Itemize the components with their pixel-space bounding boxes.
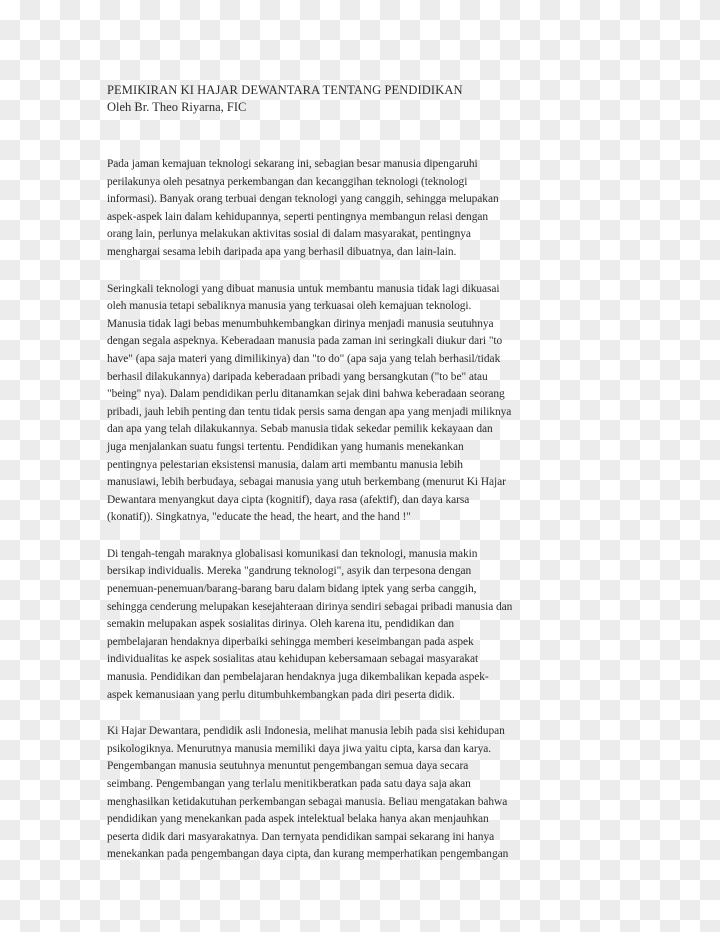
text-line: (konatif)). Singkatnya, "educate the head, the heart, and the hand !" (107, 511, 411, 524)
text-line: Pada jaman kemajuan teknologi sekarang ini, sebagian besar manusia dipengaruhi (107, 158, 478, 170)
text-line: manusiawi, lebih berbudaya, sebagai manusia yang utuh berkembang (menurut Ki Hajar (107, 476, 506, 489)
text-line: Ki Hajar Dewantara, pendidik asli Indonesia, melihat manusia lebih pada sisi kehidupan (107, 725, 505, 738)
text-line: psikologiknya. Menurutnya manusia memiliki daya jiwa yaitu cipta, karsa dan karya. (107, 742, 492, 755)
text-line: pribadi, jauh lebih penting dan tentu tidak persis sama dengan apa yang menjadi miliknya (107, 405, 512, 418)
text-line: peserta didik dari masyarakatnya. Dan ternyata pendidikan sampai sekarang ini hanya (107, 830, 495, 843)
paragraph-4 (107, 723, 617, 864)
text-line: dan apa yang telah dilakukannya. Sebab manusia tidak sekedar pemilik kekayaan dan (107, 423, 493, 436)
text-line: pembelajaran hendaknya diperbaiki sehingga memberi keseimbangan pada aspek (107, 635, 474, 648)
text-line: aspek-aspek lain dalam kehidupannya, seperti pentingnya membangun relasi dengan (107, 210, 488, 223)
text-line: seimbang. Pengembangan yang terlalu menitikberatkan pada satu daya saja akan (107, 778, 471, 790)
text-line: dengan segala aspeknya. Keberadaan manusia pada zaman ini seringkali diukur dari "to (107, 335, 503, 348)
text-line: oleh manusia tetapi sebaliknya manusia yang terkuasai oleh kemajuan teknologi. (107, 300, 472, 313)
text-line: Manusia tidak lagi bebas menumbuhkembangkan dirinya menjadi manusia seutuhnya (107, 317, 494, 330)
text-line: perilakunya oleh pesatnya perkembangan dan kecanggihan teknologi (teknologi (107, 175, 468, 188)
text-line: manusia. Pendidikan dan pembelajaran hendaknya juga dikembalikan kepada aspek- (107, 671, 489, 684)
text-line: informasi). Banyak orang terbuai dengan teknologi yang canggih, sehingga melupakan (107, 193, 499, 206)
text-line: pendidikan yang menekankan pada aspek intelektual belaka hanya akan menjauhkan (107, 813, 489, 826)
paragraph-3 (107, 546, 617, 704)
text-line: menghargai sesama lebih daripada apa yang berhasil dibuatnya, dan lain-lain. (107, 245, 457, 258)
text-line: bersikap individualis. Mereka "gandrung teknologi", asyik dan terpesona dengan (107, 565, 472, 578)
text-line: berhasil dilakukannya) daripada keberadaan pribadi yang bersangkutan ("to be" atau (107, 370, 488, 383)
text-line: sehingga cenderung melupakan kesejahteraan dirinya sendiri sebagai pribadi manusia dan (107, 600, 513, 613)
paragraph-1 (107, 156, 617, 262)
text-line: Di tengah-tengah maraknya globalisasi komunikasi dan teknologi, manusia makin (107, 547, 478, 560)
text-line: menekankan pada pengembangan daya cipta, dan kurang memperhatikan pengembangan (107, 848, 509, 861)
text-line: semakin melupakan aspek sosialitas dirinya. Oleh karena itu, pendidikan dan (107, 618, 455, 631)
paragraph-2 (107, 281, 617, 527)
text-line: menghasilkan ketidakutuhan perkembangan sebagai manusia. Beliau mengatakan bahwa (107, 795, 508, 808)
text-line: have" (apa saja materi yang dimilikinya) dan "to do" (apa saja yang telah berhasil/tidak (107, 352, 501, 365)
text-line: aspek kemanusiaan yang perlu ditumbuhkembangkan pada diri peserta didik. (107, 688, 455, 701)
text-line: pentingnya pelestarian eksistensi manusia, dalam arti membantu manusia lebih (107, 458, 463, 471)
text-line: penemuan-penemuan/barang-barang baru dalam bidang iptek yang serba canggih, (107, 583, 477, 596)
document-title: PEMIKIRAN KI HAJAR DEWANTARA TENTANG PENDIDIKAN (107, 83, 463, 97)
document-body (107, 156, 617, 864)
text-line: juga menjalankan suatu fungsi tertentu. Pendidikan yang humanis menekankan (107, 440, 464, 453)
text-line: individualitas ke aspek sosialitas atau kehidupan kebersamaan sebagai masyarakat (107, 653, 479, 666)
text-line: orang lain, perlunya melakukan aktivitas sosial di dalam masyarakat, pentingnya (107, 228, 471, 241)
text-line: Dewantara menyangkut daya cipta (kognitif), daya rasa (afektif), dan daya karsa (107, 493, 470, 506)
text-line: Pengembangan manusia seutuhnya menuntut pengembangan semua daya secara (107, 760, 469, 773)
text-line: Seringkali teknologi yang dibuat manusia untuk membantu manusia tidak lagi dikuasai (107, 282, 500, 295)
document-page (107, 82, 617, 883)
text-line: "being" nya). Dalam pendidikan perlu ditanamkan sejak dini bahwa keberadaan seorang (107, 388, 505, 401)
document-author: Oleh Br. Theo Riyarna, FIC (107, 100, 247, 114)
document-header (107, 82, 617, 116)
